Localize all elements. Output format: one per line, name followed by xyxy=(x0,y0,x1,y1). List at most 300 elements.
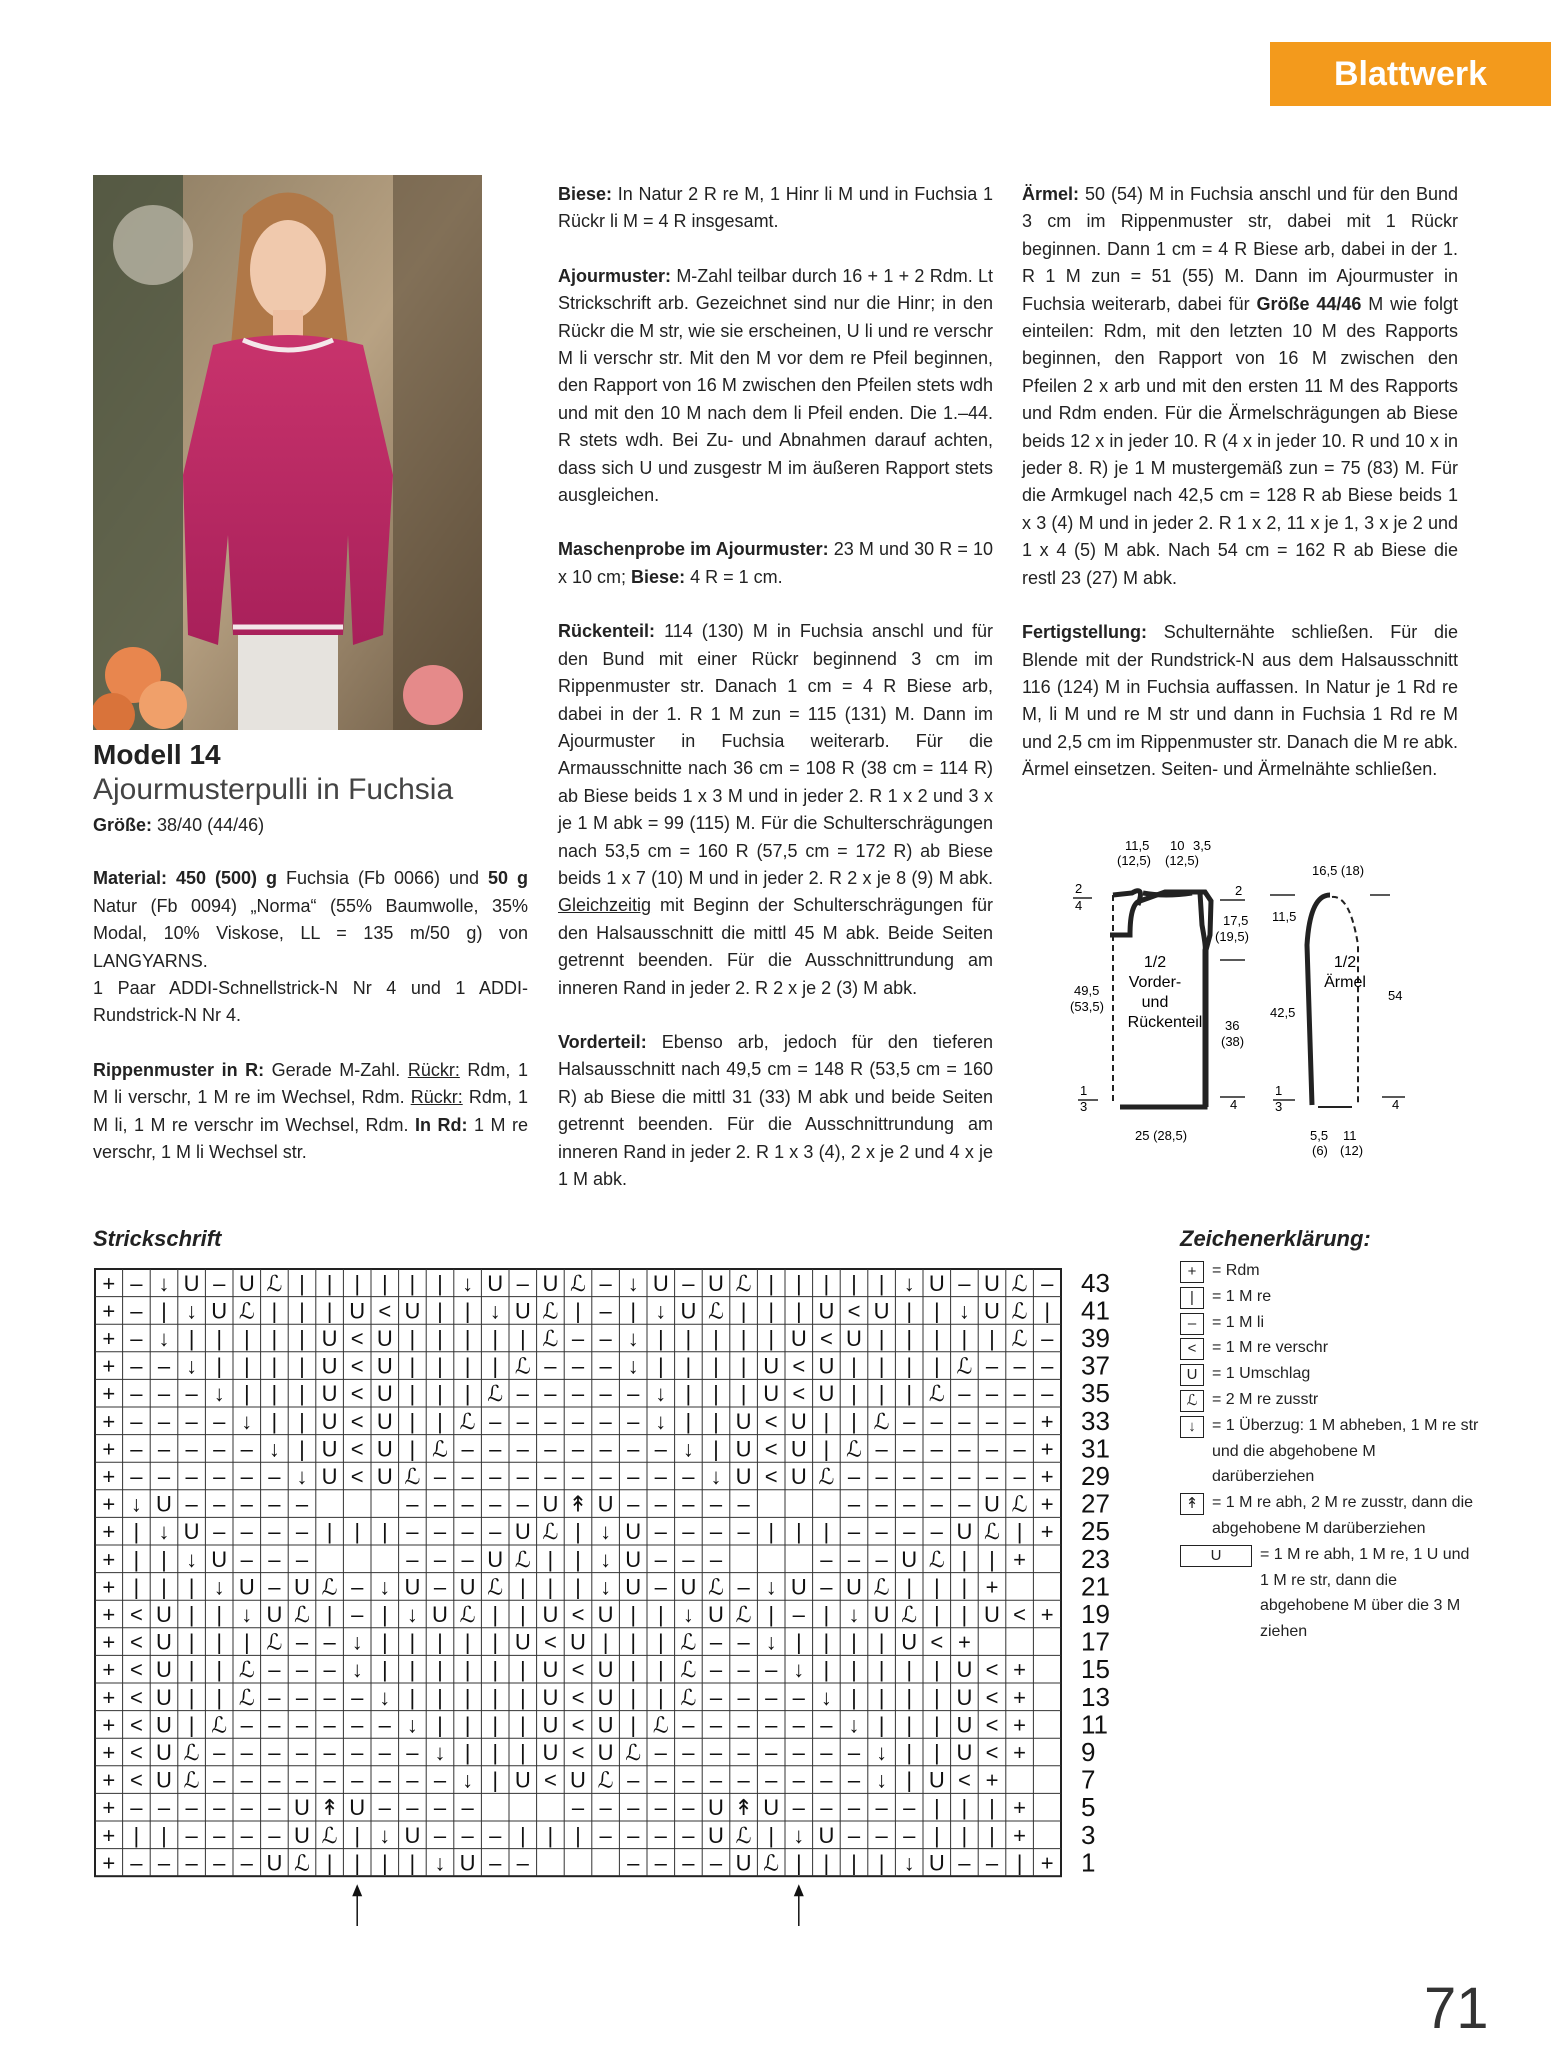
chart-cell: ℒ xyxy=(708,1298,724,1324)
chart-cell: | xyxy=(933,1657,940,1683)
chart-cell: < xyxy=(792,1353,806,1379)
chart-cell: + xyxy=(102,1436,116,1462)
chart-cell: ℒ xyxy=(680,1629,697,1655)
chart-cell: – xyxy=(378,1767,391,1793)
chart-cell: – xyxy=(682,1270,695,1296)
schema-bottom-frac-bot: 3 xyxy=(1080,1099,1088,1114)
chart-cell: | xyxy=(961,1326,968,1351)
chart-cell: – xyxy=(516,1491,529,1517)
chart-cell: ℒ xyxy=(238,1657,255,1683)
chart-cell: – xyxy=(985,1850,999,1876)
chart-cell: | xyxy=(161,1298,167,1324)
schema-side-b: (38) xyxy=(1221,1034,1245,1049)
chart-cell: + xyxy=(102,1546,116,1572)
chart-cell: | xyxy=(657,1629,664,1655)
chart-cell: | xyxy=(519,1602,526,1627)
chart-cell: U xyxy=(846,1574,862,1600)
chart-cell: | xyxy=(1016,1519,1023,1545)
chart-cell: – xyxy=(627,1464,640,1489)
chart-cell: | xyxy=(409,1270,416,1296)
chart-cell: – xyxy=(571,1436,585,1462)
chart-cell: U xyxy=(984,1491,1000,1517)
legend xyxy=(1180,1258,1480,1645)
chart-cell: < xyxy=(764,1436,778,1462)
chart-cell: + xyxy=(102,1822,116,1848)
chart-cell: – xyxy=(323,1629,336,1655)
chart-cell: – xyxy=(765,1712,778,1738)
chart-cell: ↓ xyxy=(600,1546,612,1572)
chart-cell: – xyxy=(682,1740,695,1765)
chart-cell: ℒ xyxy=(542,1298,559,1324)
chart-cell: ↓ xyxy=(848,1712,860,1738)
chart-cell: – xyxy=(820,1740,833,1765)
biese-paragraph: Biese: In Natur 2 R re M, 1 Hinr li M und in Fuchsia 1 Rückr li M = 4 R insgesamt. xyxy=(558,184,993,232)
chart-cell: < xyxy=(930,1629,944,1655)
chart-cell: – xyxy=(295,1546,309,1572)
chart-cell: + xyxy=(102,1491,116,1517)
chart-cell: – xyxy=(903,1491,916,1517)
chart-cell: | xyxy=(381,1657,388,1683)
chart-cell: – xyxy=(213,1491,226,1517)
chart-cell: U xyxy=(763,1353,780,1379)
chart-cell: | xyxy=(630,1684,637,1710)
chart-cell: | xyxy=(933,1822,940,1848)
chart-cell: ↓ xyxy=(158,1519,170,1545)
chart-cell: – xyxy=(544,1381,557,1407)
chart-cell: | xyxy=(492,1684,499,1710)
chart-cell: ↟ xyxy=(320,1795,339,1821)
chart-cell: ↓ xyxy=(406,1712,418,1738)
chart-cell: – xyxy=(792,1740,805,1765)
schema-width: 25 (28,5) xyxy=(1135,1128,1188,1143)
chart-cell: U xyxy=(459,1850,476,1876)
chart-cell: – xyxy=(654,1795,667,1821)
chart-cell: – xyxy=(571,1464,585,1489)
chart-cell: ↓ xyxy=(600,1519,612,1545)
chart-cell: U xyxy=(984,1270,1000,1296)
chart-cell: – xyxy=(157,1436,171,1462)
chart-cell: < xyxy=(847,1298,861,1324)
chart-cell: – xyxy=(985,1381,999,1407)
chart-cell: + xyxy=(1013,1684,1027,1710)
chart-cell: | xyxy=(492,1712,499,1738)
schema-half: 1/2 xyxy=(1143,954,1167,971)
model-photo xyxy=(93,175,482,730)
chart-cell: + xyxy=(102,1850,116,1876)
schema-height-b: (53,5) xyxy=(1070,999,1104,1014)
chart-cell: – xyxy=(544,1408,557,1434)
schema-height: 49,5 xyxy=(1074,983,1100,998)
chart-cell: U xyxy=(376,1381,393,1407)
chart-cell: | xyxy=(409,1629,416,1655)
chart-cell: – xyxy=(737,1629,750,1655)
chart-cell: | xyxy=(437,1712,443,1738)
schema-sleeve-cap: 11,5 xyxy=(1272,909,1297,924)
chart-cell: ℒ xyxy=(597,1767,614,1793)
chart-cell: – xyxy=(185,1408,198,1434)
chart-cell: – xyxy=(958,1850,971,1876)
chart-cell: + xyxy=(102,1629,116,1655)
chart-cell: U xyxy=(597,1712,614,1738)
chart-cell: < xyxy=(129,1684,143,1710)
chart-cell: | xyxy=(161,1822,167,1848)
chart-cell: – xyxy=(682,1767,695,1793)
fertig-paragraph: Fertigstellung: Schulternähte schließen. Für die Blende mit der Rundstrick-N aus dem Halsausschnitt 116 (124) M in Fuchsia auffassen. In Natur je 1 Rd re M, li M und re M str und dann in Fuchsia 1 Rd re M und 2,5 cm im Rippenmuster str. Danach die M re abk. Ärmel einsetzen. Seiten- und Ärmelnähte schließen. xyxy=(1022,622,1458,780)
chart-cell: U xyxy=(763,1381,780,1407)
chart-cell: + xyxy=(102,1381,116,1407)
chart-cell: U xyxy=(956,1519,973,1545)
chart-cell: | xyxy=(161,1574,167,1600)
chart-cell: – xyxy=(765,1657,778,1683)
chart-cell: – xyxy=(654,1491,667,1517)
legend-text: = 1 M re abh, 2 M re zusstr, dann die abgehobene M darüberziehen xyxy=(1212,1494,1474,1537)
chart-cell: | xyxy=(133,1574,140,1600)
chart-cell: – xyxy=(627,1491,640,1517)
chart-cell: – xyxy=(1041,1353,1054,1379)
chart-cell: | xyxy=(492,1326,499,1351)
chart-cell: | xyxy=(299,1436,305,1462)
chart-cell: – xyxy=(130,1850,143,1876)
chart-cell: U xyxy=(708,1795,724,1821)
legend-symbol: ↓ xyxy=(1180,1416,1204,1438)
chart-cell: – xyxy=(820,1712,833,1738)
chart-cell: ↓ xyxy=(241,1602,253,1627)
chart-cell: – xyxy=(958,1408,971,1434)
chart-cell: U xyxy=(156,1767,172,1793)
chart-row-number: 21 xyxy=(1081,1571,1110,1602)
chart-cell: – xyxy=(240,1850,253,1876)
chart-cell: – xyxy=(627,1850,640,1876)
chart-cell: U xyxy=(487,1546,504,1572)
chart-cell: – xyxy=(1013,1436,1026,1462)
chart-cell: ℒ xyxy=(266,1270,283,1296)
chart-cell: < xyxy=(129,1740,143,1765)
chart-cell: | xyxy=(161,1546,167,1572)
chart-cell: – xyxy=(544,1353,557,1379)
chart-cell: – xyxy=(627,1408,640,1434)
chart-cell: | xyxy=(464,1353,471,1379)
chart-cell: + xyxy=(985,1767,999,1793)
chart-cell: U xyxy=(790,1436,807,1462)
ajour-paragraph: Ajourmuster: M-Zahl teilbar durch 16 + 1 + 2 Rdm. Lt Strickschrift arb. Gezeichnet sind nur die Hinr; in den Rückr die M str, wie sie erscheinen, U li und re verschr M li verschr str. Mit den M vor dem re Pfeil beginnen, den Rapport von 16 M zwischen den Pfeilen stets wdh und mit den 10 M nach dem li Pfeil enden. Die 1.–44. R stets wdh. Bei Zu- und Abnahmen darauf achten, dass sich U und zusgestr M im äußeren Rapport stets ausgleichen. xyxy=(558,265,993,506)
chart-cell: | xyxy=(575,1574,581,1600)
chart-cell: – xyxy=(792,1767,805,1793)
chart-cell: ↓ xyxy=(793,1822,805,1848)
chart-row-number: 43 xyxy=(1081,1267,1110,1298)
chart-cell: – xyxy=(516,1408,529,1434)
chart-cell: ℒ xyxy=(294,1850,310,1876)
chart-cell: | xyxy=(188,1684,195,1710)
chart-cell: ↓ xyxy=(434,1740,446,1765)
chart-cell: ℒ xyxy=(625,1740,642,1765)
chart-cell: – xyxy=(240,1464,253,1489)
schema-top1b: (12,5) xyxy=(1117,853,1151,868)
chart-cell: – xyxy=(295,1712,309,1738)
chart-cell: ↓ xyxy=(958,1298,970,1324)
chart-cell: U xyxy=(928,1850,945,1876)
chart-cell: – xyxy=(985,1464,999,1489)
chart-cell: – xyxy=(820,1767,833,1793)
chart-cell: | xyxy=(464,1381,471,1407)
chart-cell: | xyxy=(409,1657,416,1683)
chart-cell: – xyxy=(461,1436,474,1462)
chart-cell: – xyxy=(765,1740,778,1765)
chart-cell: – xyxy=(213,1767,226,1793)
chart-cell: U xyxy=(238,1270,255,1296)
chart-cell: U xyxy=(542,1491,559,1517)
page-number: 71 xyxy=(1424,1976,1489,2041)
chart-cell: | xyxy=(906,1326,913,1351)
chart-cell: – xyxy=(378,1712,391,1738)
chart-cell: | xyxy=(299,1353,305,1379)
chart-cell: U xyxy=(266,1602,283,1627)
chart-cell: | xyxy=(575,1298,581,1324)
chart-cell: | xyxy=(519,1822,526,1848)
knitting-chart xyxy=(93,1266,1133,1926)
chart-cell: U xyxy=(294,1822,310,1848)
chart-cell: | xyxy=(437,1408,443,1434)
chart-cell: | xyxy=(685,1353,692,1379)
chart-cell: – xyxy=(185,1850,198,1876)
chart-cell: | xyxy=(188,1629,195,1655)
chart-cell: – xyxy=(489,1464,502,1489)
chart-cell: – xyxy=(130,1795,143,1821)
schema-sleeve-half: 1/2 xyxy=(1333,954,1357,971)
chart-cell: – xyxy=(461,1464,474,1489)
chart-cell: < xyxy=(571,1602,585,1627)
chart-cell: U xyxy=(294,1574,310,1600)
chart-cell: – xyxy=(654,1464,667,1489)
chart-cell: – xyxy=(240,1795,253,1821)
chart-cell: | xyxy=(519,1684,526,1710)
chart-cell: + xyxy=(102,1684,116,1710)
chart-cell: U xyxy=(735,1436,752,1462)
chart-cell: ℒ xyxy=(321,1574,338,1600)
chart-cell: | xyxy=(464,1629,471,1655)
legend-text: = Rdm xyxy=(1212,1262,1260,1279)
chart-cell: – xyxy=(406,1740,419,1765)
model-title: Modell 14 xyxy=(93,739,221,770)
schema-sleeve-w1b: (6) xyxy=(1312,1143,1328,1158)
chart-cell: | xyxy=(216,1684,223,1710)
chart-cell: | xyxy=(933,1326,940,1351)
chart-cell: – xyxy=(847,1546,861,1572)
chart-cell: | xyxy=(933,1602,940,1627)
legend-text: = 1 Umschlag xyxy=(1212,1365,1311,1383)
chart-cell: – xyxy=(599,1795,612,1821)
chart-cell: – xyxy=(489,1519,502,1545)
chart-cell: U xyxy=(404,1298,421,1324)
chart-cell: ℒ xyxy=(708,1574,724,1600)
chart-cell: ↓ xyxy=(876,1767,888,1793)
chart-cell: ↟ xyxy=(568,1491,588,1517)
chart-cell: – xyxy=(958,1491,971,1517)
chart-cell: | xyxy=(437,1298,443,1324)
chart-cell: – xyxy=(599,1408,612,1434)
chart-cell: – xyxy=(185,1436,198,1462)
chart-cell: | xyxy=(961,1574,968,1600)
chart-cell: – xyxy=(571,1353,585,1379)
chart-cell: < xyxy=(571,1712,585,1738)
chart-cell: – xyxy=(268,1546,281,1572)
chart-cell: – xyxy=(351,1602,364,1627)
chart-cell: – xyxy=(185,1491,198,1517)
chart-cell: | xyxy=(851,1684,857,1710)
chart-cell: U xyxy=(321,1436,338,1462)
chart-cell: – xyxy=(351,1712,364,1738)
chart-cell: | xyxy=(492,1740,499,1765)
chart-cell: – xyxy=(240,1740,253,1765)
chart-cell: ℒ xyxy=(459,1602,476,1627)
chart-cell: – xyxy=(213,1436,226,1462)
chart-cell: | xyxy=(271,1408,278,1434)
chart-cell: + xyxy=(102,1740,116,1765)
chart-cell: – xyxy=(213,1850,226,1876)
chart-cell: | xyxy=(575,1519,581,1545)
chart-cell: | xyxy=(657,1657,664,1683)
schema-sleeve-frac-top: 1 xyxy=(1275,1083,1283,1098)
chart-cell: U xyxy=(818,1298,835,1324)
chart-cell: | xyxy=(823,1850,830,1876)
chart-cell: – xyxy=(268,1684,281,1710)
schema-sleeve-len: 42,5 xyxy=(1270,1005,1296,1020)
chart-cell: | xyxy=(878,1657,885,1683)
chart-cell: + xyxy=(1040,1436,1054,1462)
chart-cell: + xyxy=(102,1326,116,1351)
chart-cell: – xyxy=(682,1712,695,1738)
chart-cell: – xyxy=(433,1795,447,1821)
chart-cell: | xyxy=(878,1712,885,1738)
chart-cell: | xyxy=(492,1353,499,1379)
chart-cell: | xyxy=(299,1298,305,1324)
chart-cell: + xyxy=(102,1519,116,1545)
chart-cell: U xyxy=(818,1822,835,1848)
chart-cell: U xyxy=(156,1602,172,1627)
chart-cell: | xyxy=(437,1326,443,1351)
chart-cell: U xyxy=(984,1298,1000,1324)
chart-cell: – xyxy=(351,1574,364,1600)
chart-cell: – xyxy=(654,1850,667,1876)
chart-cell: – xyxy=(571,1326,585,1351)
chart-cell: ℒ xyxy=(432,1436,448,1462)
chart-cell: < xyxy=(571,1657,585,1683)
chart-cell: U xyxy=(680,1574,697,1600)
chart-cell: | xyxy=(795,1298,802,1324)
chart-cell: | xyxy=(409,1326,416,1351)
chart-cell: ↓ xyxy=(600,1574,612,1600)
chart-cell: ℒ xyxy=(735,1822,752,1848)
chart-cell: + xyxy=(102,1464,116,1489)
chart-cell: ↓ xyxy=(627,1270,639,1296)
chart-cell: | xyxy=(878,1353,885,1379)
legend-symbol: ↟ xyxy=(1180,1493,1204,1515)
chart-cell: – xyxy=(571,1795,585,1821)
chart-cell: – xyxy=(213,1795,226,1821)
chart-cell: – xyxy=(599,1353,612,1379)
chart-cell: ℒ xyxy=(846,1436,862,1462)
chart-cell: U xyxy=(597,1602,614,1627)
chart-cell: – xyxy=(820,1546,833,1572)
chart-cell: – xyxy=(489,1850,502,1876)
schema-sleeve-top: 16,5 (18) xyxy=(1312,863,1365,878)
chart-cell: | xyxy=(133,1822,140,1848)
chart-cell: – xyxy=(958,1436,971,1462)
chart-cell: U xyxy=(625,1519,642,1545)
chart-cell: | xyxy=(989,1822,995,1848)
chart-cell: + xyxy=(1013,1712,1027,1738)
chart-cell: – xyxy=(516,1270,529,1296)
chart-cell: U xyxy=(790,1408,807,1434)
chart-cell: – xyxy=(213,1464,226,1489)
chart-cell: U xyxy=(156,1657,172,1683)
chart-cell: ℒ xyxy=(1011,1491,1028,1517)
chart-cell: – xyxy=(599,1381,612,1407)
chart-cell: < xyxy=(543,1767,557,1793)
chart-cell: – xyxy=(1041,1381,1054,1407)
chart-cell: | xyxy=(878,1684,885,1710)
chart-cell: | xyxy=(657,1326,664,1351)
chart-cell: U xyxy=(183,1519,200,1545)
chart-cell: – xyxy=(378,1795,391,1821)
chart-cell: – xyxy=(157,1795,171,1821)
chart-cell: U xyxy=(901,1546,918,1572)
chart-cell: – xyxy=(433,1767,447,1793)
chart-cell: – xyxy=(157,1850,171,1876)
chart-cell: – xyxy=(516,1436,529,1462)
chart-cell: | xyxy=(878,1381,885,1407)
chart-cell: – xyxy=(461,1795,474,1821)
chart-cell: | xyxy=(630,1602,637,1627)
chart-cell: – xyxy=(295,1767,309,1793)
chart-cell: | xyxy=(354,1822,361,1848)
chart-cell: – xyxy=(682,1491,695,1517)
chart-row-number: 39 xyxy=(1081,1323,1110,1353)
chart-cell: ℒ xyxy=(873,1408,890,1434)
chart-cell: | xyxy=(906,1381,913,1407)
chart-cell: + xyxy=(102,1574,116,1600)
chart-cell: – xyxy=(295,1657,309,1683)
schema-armhole: 17,5 xyxy=(1223,913,1249,928)
chart-row-number: 5 xyxy=(1081,1792,1096,1823)
chart-cell: U xyxy=(625,1546,642,1572)
chart-cell: – xyxy=(737,1657,750,1683)
chart-cell: | xyxy=(657,1602,664,1627)
chart-cell: U xyxy=(376,1326,393,1351)
chart-cell: < xyxy=(129,1629,143,1655)
chart-cell: – xyxy=(599,1464,612,1489)
chart-cell: – xyxy=(516,1850,529,1876)
chart-cell: ℒ xyxy=(763,1850,780,1876)
chart-cell: – xyxy=(268,1491,281,1517)
chart-cell: | xyxy=(878,1629,885,1655)
chart-cell: – xyxy=(130,1270,143,1296)
chart-cell: ℒ xyxy=(183,1740,200,1765)
chart-cell: ↓ xyxy=(406,1602,418,1627)
chart-cell: – xyxy=(268,1712,281,1738)
legend-text: = 1 Überzug: 1 M abheben, 1 M re str und die abgehobene M darüberziehen xyxy=(1212,1416,1479,1486)
column-2 xyxy=(558,181,993,1220)
chart-cell: + xyxy=(1040,1464,1054,1489)
chart-cell: U xyxy=(790,1464,807,1489)
chart-cell: – xyxy=(654,1436,667,1462)
chart-row-number: 35 xyxy=(1081,1378,1110,1409)
chart-cell: U xyxy=(818,1381,835,1407)
chart-cell: + xyxy=(102,1602,116,1627)
chart-row-number: 7 xyxy=(1081,1764,1096,1795)
chart-cell: – xyxy=(406,1795,419,1821)
chart-cell: U xyxy=(542,1657,559,1683)
chart-cell: ℒ xyxy=(514,1353,531,1379)
